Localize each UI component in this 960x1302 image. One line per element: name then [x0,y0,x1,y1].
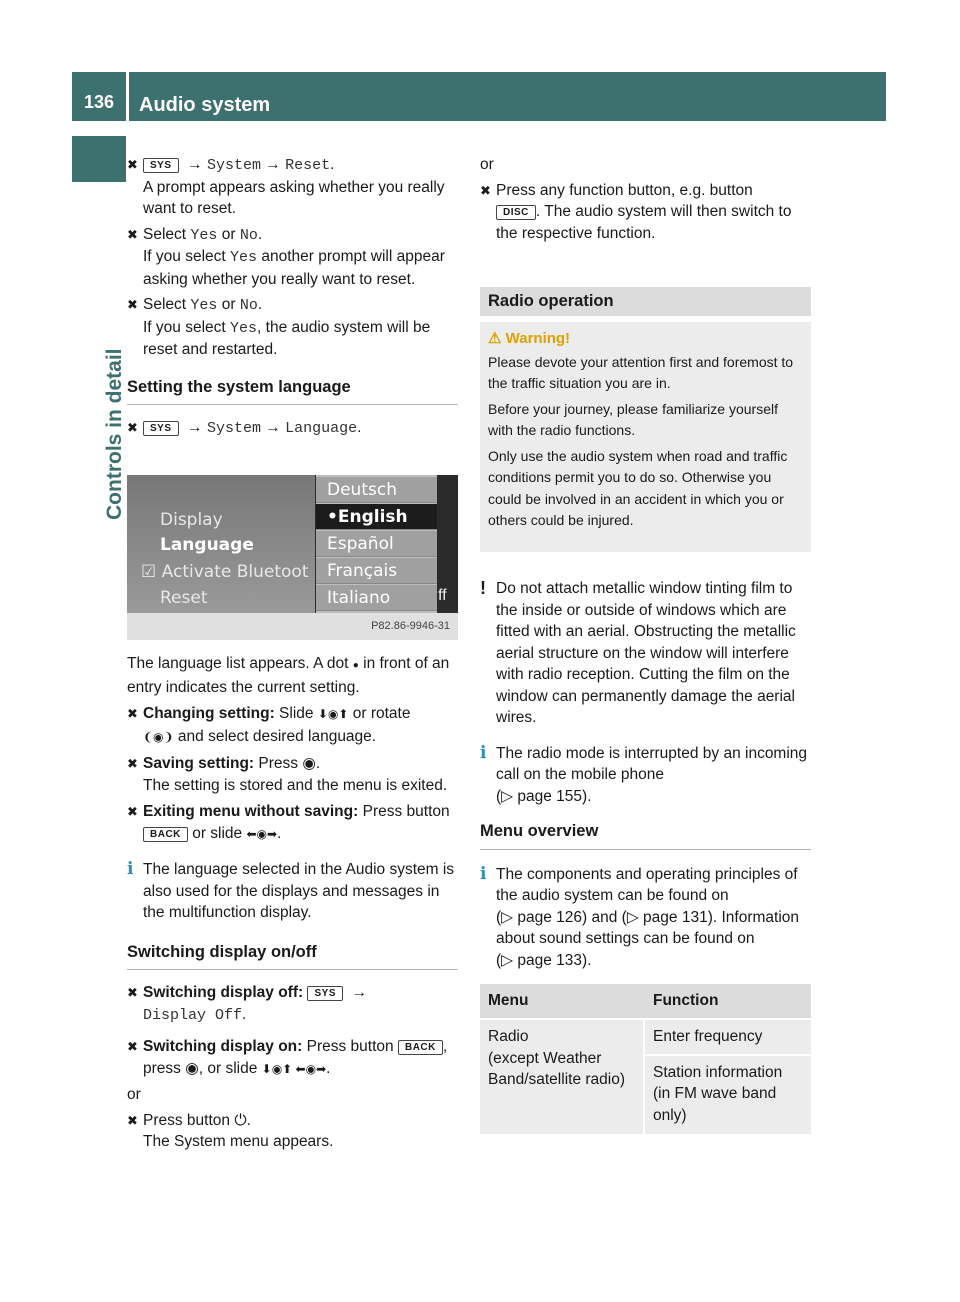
option-yes: Yes [230,249,258,266]
step-text: or [217,225,240,243]
step-press-button [127,1110,458,1153]
warning-text: Only use the audio system when road and traffic conditions permit you to do so. Otherwise you could be involved in an accident in which you or others could be injured. [488,447,788,528]
punct: . [242,1005,247,1023]
table-row [480,1018,811,1054]
attention-icon: ! [480,578,486,598]
info-text: The language selected in the Audio system is also used for the displays and messages in the multifunction display. [143,861,455,921]
back-button-icon: BACK [143,827,188,842]
step-display-off [127,982,458,1026]
step-text: Select [143,296,191,313]
arrow-icon: → [265,419,281,436]
checkbox-icon: ☑ [141,562,157,582]
step-text: If you select [143,248,231,265]
text: Press [254,755,303,772]
step-arrow-icon: ✖ [480,182,491,198]
warning-title: Warning! [505,330,571,347]
step-language-path [127,417,458,440]
menu-path-display-off: Display Off [143,1006,243,1024]
slide-controller-icon: ⬅◉➡ [246,826,278,841]
column-header-function: Function [645,984,811,1018]
step-select-yes-no-2 [127,294,458,361]
language-list-text [127,653,458,698]
note-window-tinting [480,578,811,729]
step-arrow-icon: ✖ [127,804,138,819]
info-note-language [127,859,458,924]
step-arrow-icon: ✖ [127,226,138,242]
text: or slide [187,824,247,842]
text: Press any function button, e.g. button [496,181,753,199]
step-label: Exiting menu without saving: [143,803,359,820]
header-divider [126,72,129,121]
language-option: Deutsch [316,477,437,503]
language-menu-screenshot [127,475,458,640]
step-change-setting [127,703,458,748]
info-note-components [480,864,811,972]
warning-box [480,322,811,552]
text: , [442,1038,448,1055]
menu-overview-table [480,984,811,1134]
step-label: Changing setting: [143,705,275,722]
text: The language list appears. A dot [127,655,353,672]
info-text: (▷ page 126) and (▷ page 131). Information about sound settings can be found on [496,908,800,947]
text: The System menu appears. [143,1133,334,1150]
warning-title-row [488,328,803,350]
step-press-function [480,180,811,245]
truncated-text: ff [438,587,447,604]
info-text: The radio mode is interrupted by an incoming call on the mobile phone [496,744,808,783]
sys-button-icon: SYS [143,421,179,436]
heading-menu-overview: Menu overview [480,821,811,850]
dot-icon: ● [352,660,359,671]
step-label: Saving setting: [143,755,255,772]
chapter-label: Controls in detail [103,348,126,520]
menu-item-display: Display [160,510,223,530]
heading-system-language: Setting the system language [127,377,458,406]
step-display-on [127,1036,458,1080]
step-save-setting [127,753,458,796]
text: . [246,1111,251,1129]
chapter-tab [72,136,126,182]
info-icon: i [480,863,487,884]
right-column [480,154,811,244]
text: Press button [302,1038,398,1055]
arrow-icon: → [187,419,203,436]
table-header-row [480,984,811,1018]
info-note-interrupt [480,743,811,808]
text: Press button [143,1111,235,1129]
option-yes: Yes [230,319,258,337]
menu-path-system: System [206,157,261,174]
page-number: 136 [84,92,115,112]
language-option: Français [316,558,437,584]
option-yes: Yes [190,226,218,244]
step-label: Switching display on: [143,1038,303,1055]
text: , or slide [198,1059,262,1077]
text: . [277,824,282,842]
press-controller-icon: ◉ [302,755,316,772]
back-button-icon: BACK [398,1040,443,1055]
option-yes: Yes [190,297,218,314]
arrow-icon: → [351,984,368,1001]
step-reset [127,154,458,220]
menu-path-reset: Reset [285,157,331,174]
punct: . [357,419,362,436]
heading-radio-operation: Radio operation [480,287,811,316]
text: or rotate [348,705,411,722]
step-text: If you select [143,318,231,336]
right-column-lower [480,578,811,971]
left-column [127,154,458,440]
step-arrow-icon: ✖ [127,706,138,721]
arrow-icon: → [187,156,203,173]
language-label: English [337,507,408,527]
step-select-yes-no-1 [127,224,458,291]
note-text: Do not attach metallic window tinting film to the inside or outside of windows which are fitted with an aerial. Obstructing the metallic aerial structure on the window will interfere with radio reception. Cutting the film on the window can permanently damage the aerial wires. [496,580,796,726]
menu-item-bluetooth-row [141,562,308,584]
left-column-lower [127,653,458,1153]
step-text: Select [143,225,191,243]
page-reference: (▷ page 155). [496,787,592,805]
menu-item-reset: Reset [160,588,208,608]
step-arrow-icon: ✖ [127,985,138,1000]
table-cell-function: Enter frequency [645,1018,811,1054]
warning-text: Before your journey, please familiarize yourself with the radio functions. [488,400,778,438]
language-option: Italiano [316,585,437,611]
step-text: or [217,296,240,313]
menu-path-system: System [206,420,261,437]
warning-text: Please devote your attention first and foremost to the traffic situation you are in. [488,353,794,391]
step-exit-menu [127,801,458,845]
or-text: or [127,1086,141,1103]
power-button-icon: ⏻ [234,1111,247,1129]
step-label: Switching display off: [143,984,304,1001]
language-list [316,475,437,613]
warning-icon: ⚠ [488,330,506,347]
text: . The audio system will then switch to the respective function. [496,203,792,242]
text: Slide [274,705,318,722]
text: and select desired language. [173,727,377,745]
sys-button-icon: SYS [143,158,179,173]
step-text: , the audio system will be reset and restarted. [143,318,431,358]
text: Press button [358,803,450,820]
section-title: Audio system [139,94,271,116]
option-no: No [239,226,258,244]
selected-dot-icon: • [327,507,338,527]
menu-item-bluetooth: Activate Bluetoot [161,562,309,582]
menu-path-language: Language [285,420,358,437]
menu-item-language: Language [160,535,254,555]
text: press [143,1059,186,1077]
step-arrow-icon: ✖ [127,297,138,312]
text: in front of an entry indicates the current setting. [127,655,450,696]
arrow-icon: → [265,156,281,173]
step-arrow-icon: ✖ [127,420,138,435]
scroll-area [438,475,458,613]
step-arrow-icon: ✖ [127,756,138,771]
rotate-controller-icon: ❨◉❩ [143,729,174,744]
step-arrow-icon: ✖ [127,1112,138,1128]
page-reference: (▷ page 133). [496,951,592,969]
language-option: Español [316,531,437,557]
step-text: another prompt will appear asking whether you really want to reset. [143,248,445,288]
disc-button-icon: DISC [496,205,536,220]
step-text: A prompt appears asking whether you really want to reset. [143,178,445,217]
step-arrow-icon: ✖ [127,1039,138,1054]
option-no: No [239,297,258,314]
table-cell-function: Station information (in FM wave band only) [645,1054,811,1135]
or-text: or [480,156,494,173]
image-code: P82.86-9946-31 [127,613,458,640]
heading-display-on-off: Switching display on/off [127,942,458,971]
slide-controller-icon: ⬇◉⬆ [317,707,349,721]
table-cell-menu: Radio (except Weather Band/satellite radio) [480,1018,645,1134]
language-option-selected [316,504,437,530]
text: The setting is stored and the menu is exited. [143,776,448,794]
column-header-menu: Menu [480,984,645,1018]
system-menu-panel [127,475,315,613]
text: . [326,1059,331,1077]
punct: . [257,296,263,313]
text: . [315,755,321,772]
sys-button-icon: SYS [307,986,343,1001]
slide-controller-icon: ⬇◉⬆ ⬅◉➡ [261,1061,327,1076]
punct: . [257,225,263,243]
press-controller-icon: ◉ [185,1059,199,1077]
info-icon: i [480,742,487,763]
info-icon: i [127,859,134,879]
info-text: The components and operating principles of the audio system can be found on [496,865,798,904]
punct: . [330,156,335,173]
step-arrow-icon: ✖ [127,157,138,172]
